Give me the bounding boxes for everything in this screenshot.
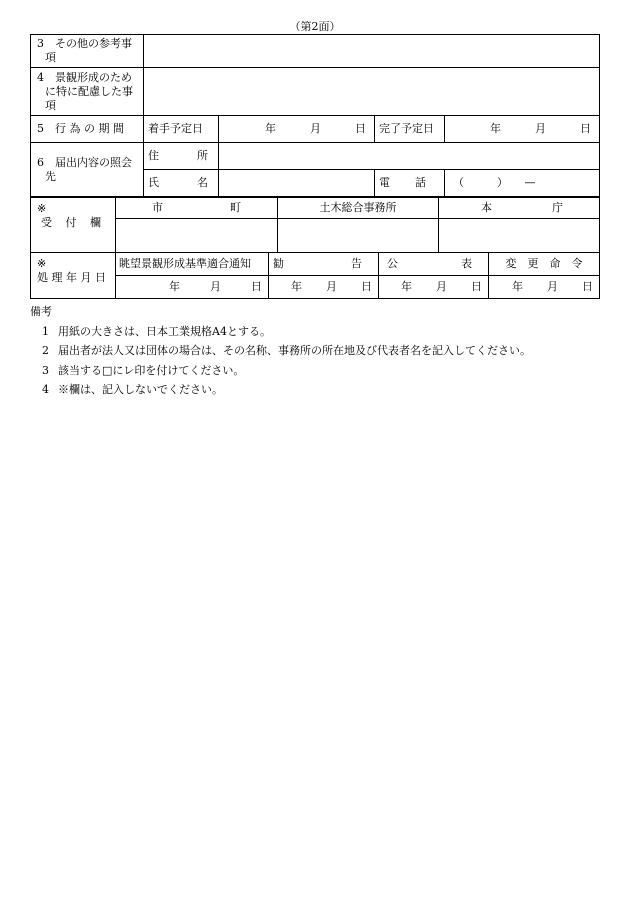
input-address[interactable] — [219, 143, 600, 170]
input-start-date[interactable] — [219, 116, 375, 143]
notes-heading: 備考 — [30, 305, 52, 318]
form-table-office — [30, 197, 600, 253]
input-view-notice-date[interactable]: 年 月 日 — [116, 276, 269, 299]
input-end-date[interactable] — [445, 116, 600, 143]
label-address: 住 所 — [144, 143, 219, 170]
header-hq: 本 庁 — [439, 198, 600, 219]
input-recommendation-date[interactable]: 年 月 日 — [269, 276, 379, 299]
label-landscape-consideration: 4 景観形成のため に特に配慮した事 項 — [31, 68, 144, 116]
header-change-order: 変 更 命 令 — [489, 253, 600, 276]
form-table-processing — [30, 252, 600, 299]
header-recommendation: 勧 告 — [269, 253, 379, 276]
label-phone: 電 話 — [375, 170, 445, 197]
note-item: 2 届出者が法人又は団体の場合は、その名称、事務所の所在地及び代表者名を記入してください。 — [42, 344, 531, 357]
header-publication: 公 表 — [379, 253, 489, 276]
label-end-date: 完了予定日 — [375, 116, 445, 143]
form-table-upper — [30, 34, 600, 197]
input-change-order-date[interactable]: 年 月 日 — [489, 276, 600, 299]
input-office-reception[interactable] — [278, 219, 439, 253]
notes-section — [30, 302, 600, 400]
note-item: 3 該当する□にレ印を付けてください。 — [42, 363, 245, 377]
label-processing-date: ※ 処 理 年 月 日 — [31, 253, 116, 299]
header-city: 市 町 — [116, 198, 278, 219]
year-label: 年 — [265, 122, 276, 135]
note-item: 4 ※欄は、記入しないでください。 — [42, 383, 223, 396]
month-label: 月 — [310, 122, 321, 135]
note-item: 1 用紙の大きさは、日本工業規格A4とする。 — [42, 324, 271, 338]
input-hq-reception[interactable] — [439, 219, 600, 253]
input-publication-date[interactable]: 年 月 日 — [379, 276, 489, 299]
input-phone[interactable]: （ ） — — [445, 170, 600, 197]
label-other-reference: 3 その他の参考事 項 — [31, 35, 144, 68]
label-reception: ※ 受 付 欄 — [31, 198, 116, 253]
label-action-period: 5 行 為 の 期 間 — [31, 116, 144, 143]
month-label: 月 — [535, 122, 546, 135]
input-other-reference[interactable] — [144, 35, 600, 68]
day-label: 日 — [580, 122, 591, 135]
label-contact: 6 届出内容の照会 先 — [31, 143, 144, 197]
input-city-reception[interactable] — [116, 219, 278, 253]
label-name: 氏 名 — [144, 170, 219, 197]
day-label: 日 — [355, 122, 366, 135]
header-office: 土木総合事務所 — [278, 198, 439, 219]
header-view-notice: 眺望景観形成基準適合通知 — [116, 253, 269, 276]
input-landscape-consideration[interactable] — [144, 68, 600, 116]
input-name[interactable] — [219, 170, 375, 197]
year-label: 年 — [490, 122, 501, 135]
label-start-date: 着手予定日 — [144, 116, 219, 143]
page-number: （第2面） — [289, 20, 341, 33]
